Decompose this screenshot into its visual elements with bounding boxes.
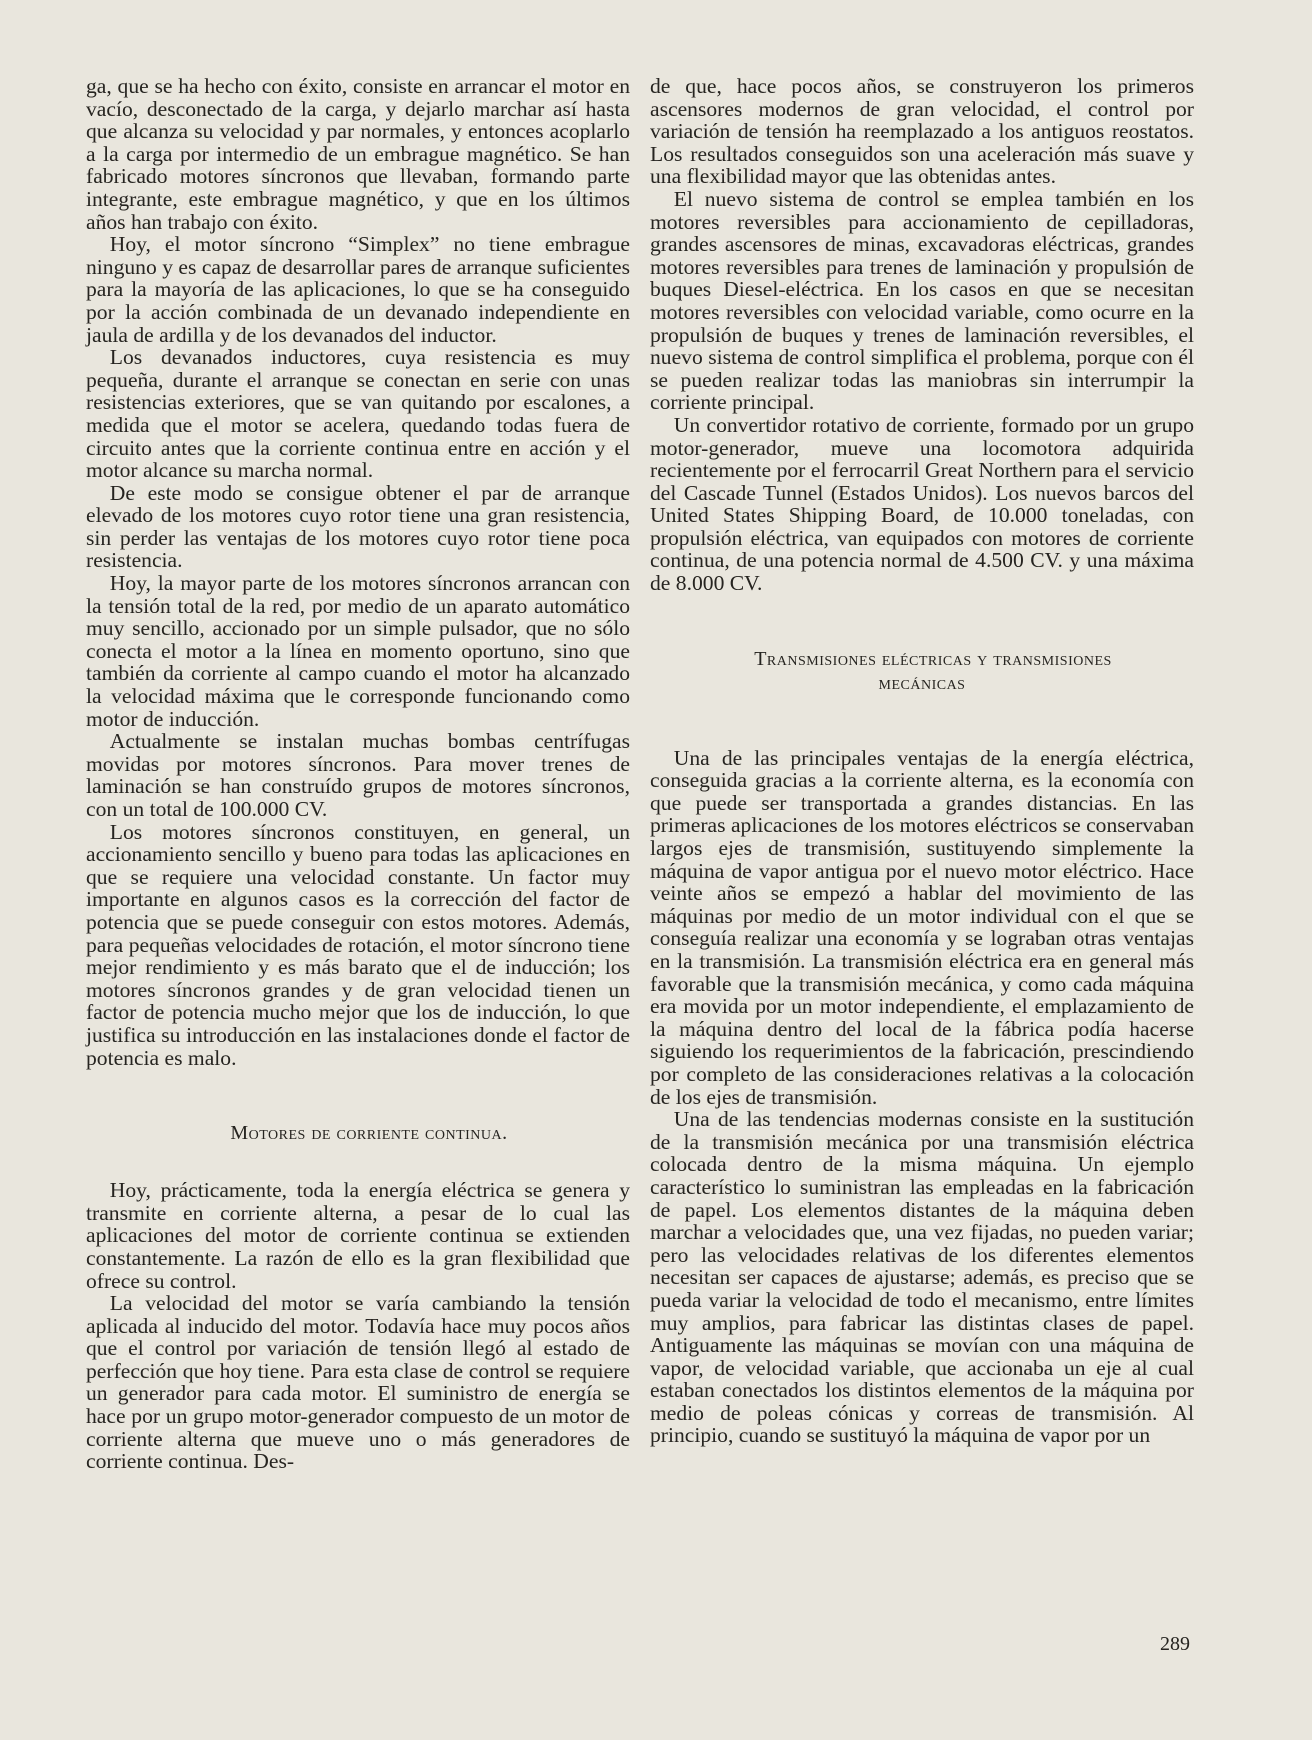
left-column xyxy=(86,75,630,1473)
section-heading-dc-motors: Motores de corriente continua. xyxy=(230,1122,508,1145)
paragraph: de que, hace pocos años, se construyeron los primeros ascensores modernos de gran velocidad, el control por variación de tensión ha reemplazado a los antiguos reostatos. Los resultados conseguidos son una aceleración más suave y una flexibilidad mayor que las obtenidas antes. xyxy=(650,74,1194,189)
paragraph: Una de las tendencias modernas consiste en la sustitución de la transmisión mecánica por una transmisión eléctrica colocada dentro de la misma máquina. Un ejemplo característico lo suministran las empleadas en la fabricación de papel. Los elementos distantes de la máquina deben marchar a velocidades que, una vez fijadas, no pueden variar; pero las velocidades relativas de los diferentes elementos necesitan ser capaces de ajustarse; además, es preciso que se pueda variar la velocidad de todo el mecanismo, entre límites muy amplios, para fabricar las distintas clases de papel. Antiguamente las máquinas se movían con una máquina de vapor, de velocidad variable, que accionaba un eje al cual estaban conectados los distintos elementos de la máquina por medio de poleas cónicas y correas de transmisión. Al principio, cuando se sustituyó la máquina de vapor por un xyxy=(650,1107,1194,1448)
paragraph: Los devanados inductores, cuya resistencia es muy pequeña, durante el arranque se conectan en serie con unas resistencias exteriores, que se van quitando por escalones, a medida que el motor se acelera, quedando todas fuera de circuito antes que la corriente continua entre en acción y el motor alcance su marcha normal. xyxy=(86,345,630,483)
paragraph: La velocidad del motor se varía cambiando la tensión aplicada al inducido del motor. Todavía hace muy pocos años que el control por variación de tensión llegó al estado de perfección que hoy tiene. Para esta clase de control se requiere un generador para cada motor. El suministro de energía se hace por un grupo motor-generador compuesto de un motor de corriente alterna que mueve uno o más generadores de corriente continua. Des- xyxy=(86,1291,630,1474)
paragraph: Un convertidor rotativo de corriente, formado por un grupo motor-generador, mueve una locomotora adquirida recientemente por el ferrocarril Great Northern para el servicio del Cascade Tunnel (Estados Unidos). Los nuevos barcos del United States Shipping Board, de 10.000 toneladas, con propulsión eléctrica, van equipados con motores de corriente continua, de una potencia normal de 4.500 CV. y una máxima de 8.000 CV. xyxy=(650,412,1194,596)
section-heading-transmissions xyxy=(650,647,1194,695)
paragraph: Una de las principales ventajas de la energía eléctrica, conseguida gracias a la corriente alterna, es la economía con que puede ser transportada a grandes distancias. En las primeras aplicaciones de los motores eléctricos se conservaban largos ejes de transmisión, sustituyendo simplemente la máquina de vapor antigua por el nuevo motor eléctrico. Hace veinte años se empezó a hablar del movimiento de las máquinas por medio de un motor individual con el que se conseguía realizar una economía y se lograban otras ventajas en la transmisión. La transmisión eléctrica era en general más favorable que la transmisión mecánica, y como cada máquina era movida por un motor independiente, el emplazamiento de la máquina dentro del local de la fábrica podía hacerse siguiendo los requerimientos de la fabricación, prescindiendo por completo de las consideraciones relativas a la colocación de los ejes de transmisión. xyxy=(650,745,1194,1109)
heading-line-2: mecánicas xyxy=(878,671,966,694)
page-number: 289 xyxy=(1160,1633,1190,1655)
paragraph: Los motores síncronos constituyen, en general, un accionamiento sencillo y bueno para todas las aplicaciones en que se requiere una velocidad constante. Un factor muy importante en algunos casos es la corrección del factor de potencia que se puede conseguir con estos motores. Además, para pequeñas velocidades de rotación, el motor síncrono tiene mejor rendimiento y es más barato que el de inducción; los motores síncronos grandes y de gran velocidad tienen un factor de potencia mucho mejor que los de inducción, lo que justifica su introducción en las instalaciones donde el factor de potencia es malo. xyxy=(86,819,630,1070)
paragraph: Hoy, el motor síncrono “Simplex” no tiene embrague ninguno y es capaz de desarrollar pares de arranque suficientes para la mayoría de las aplicaciones, lo que se ha conseguido por la acción combinada de un devanado independiente en jaula de ardilla y de los devanados del inductor. xyxy=(86,232,630,347)
paragraph: Hoy, prácticamente, toda la energía eléctrica se genera y transmite en corriente alterna, a pesar de lo cual las aplicaciones del motor de corriente continua se extienden constantemente. La razón de ello es la gran flexibilidad que ofrece su control. xyxy=(86,1178,630,1293)
right-column xyxy=(650,75,1194,1447)
paragraph: De este modo se consigue obtener el par de arranque elevado de los motores cuyo rotor tiene una gran resistencia, sin perder las ventajas de los motores cuyo rotor tiene poca resistencia. xyxy=(86,480,630,573)
paragraph: Hoy, la mayor parte de los motores síncronos arrancan con la tensión total de la red, por medio de un aparato automático muy sencillo, accionado por un simple pulsador, que no sólo conecta el motor a la línea en momento oportuno, sino que también da corriente al campo cuando el motor ha alcanzado la velocidad máxima que le corresponde funcionando como motor de inducción. xyxy=(86,571,630,731)
paragraph: Actualmente se instalan muchas bombas centrífugas movidas por motores síncronos. Para mover trenes de laminación se han construído grupos de motores síncronos, con un total de 100.000 CV. xyxy=(86,729,630,821)
paragraph: El nuevo sistema de control se emplea también en los motores reversibles para accionamiento de cepilladoras, grandes ascensores de minas, excavadoras eléctricas, grandes motores reversibles para trenes de laminación y propulsión de buques Diesel-eléctrica. En los casos en que se necesitan motores reversibles con velocidad variable, como ocurre en la propulsión de buques y trenes de laminación reversibles, el nuevo sistema de control simplifica el problema, porque con él se pueden realizar todas las maniobras sin interrumpir la corriente principal. xyxy=(650,186,1194,415)
heading-line-1: Transmisiones eléctricas y transmisiones xyxy=(754,647,1112,670)
paragraph: ga, que se ha hecho con éxito, consiste en arrancar el motor en vacío, desconectado de la carga, y dejarlo marchar así hasta que alcanza su velocidad y par normales, y entonces acoplarlo a la carga por intermedio de un embrague magnético. Se han fabricado motores síncronos que llevaban, formando parte integrante, este embrague magnético, y que en los últimos años han trabajo con éxito. xyxy=(86,74,630,234)
